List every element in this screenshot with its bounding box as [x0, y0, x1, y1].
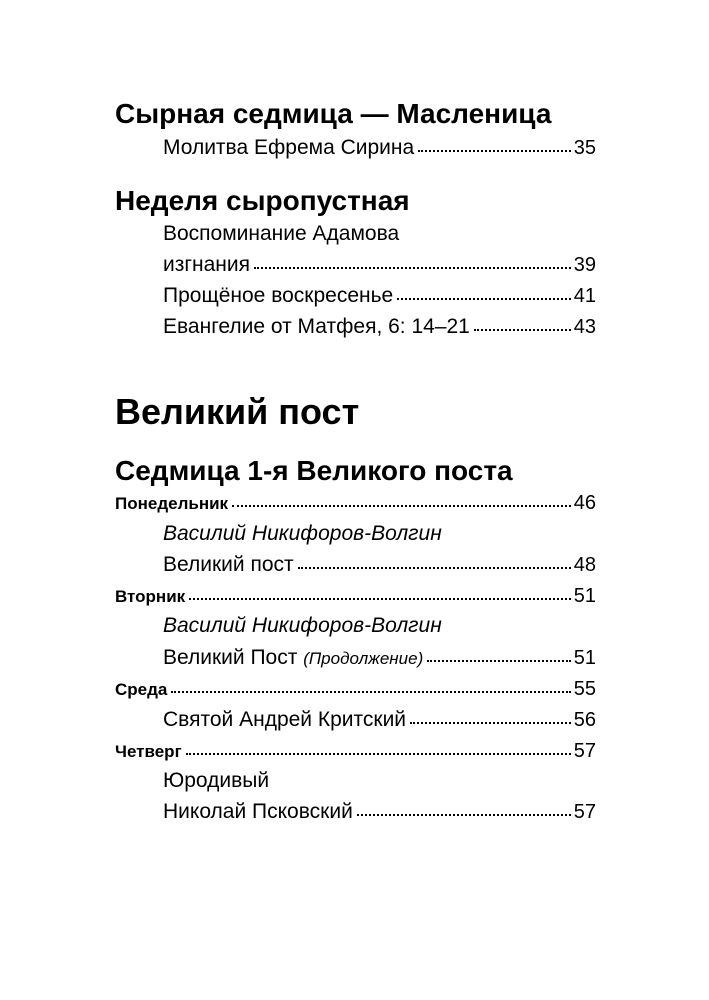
- toc-entry-holy-fool-line1: [163, 769, 596, 793]
- toc-entry-title: Великий Пост: [163, 646, 298, 669]
- toc-entry-label: Юродивый: [163, 769, 270, 792]
- toc-author-label: Василий Никифоров-Волгин: [163, 614, 442, 637]
- toc-entry-adam-line1: [163, 222, 596, 246]
- toc-entry-author-tuesday: [163, 614, 596, 638]
- toc-entry-label: Понедельник: [115, 494, 229, 513]
- toc-page-number: 56: [573, 709, 596, 731]
- toc-page-number: 57: [573, 801, 596, 823]
- toc-entry-gospel-matthew[interactable]: [163, 315, 596, 339]
- toc-entry-author-monday: [163, 522, 596, 546]
- dot-leader: [397, 298, 571, 300]
- dot-leader: [357, 814, 571, 816]
- toc-page-number: 48: [573, 554, 596, 576]
- toc-entry-label: [163, 646, 423, 671]
- toc-page-number: 43: [573, 316, 596, 338]
- dot-leader: [427, 660, 571, 662]
- toc-entry-nikolai-pskov[interactable]: [163, 800, 596, 824]
- dot-leader: [418, 150, 571, 152]
- dot-leader: [171, 691, 570, 693]
- dot-leader: [474, 329, 571, 331]
- toc-entry-efrem-prayer[interactable]: [163, 136, 596, 160]
- dot-leader: [189, 598, 571, 600]
- toc-entry-label: Великий пост: [163, 553, 294, 576]
- section-title-syropustnaya: Неделя сыропустная: [115, 185, 410, 216]
- toc-entry-adam-expulsion[interactable]: [163, 253, 596, 277]
- toc-entry-label: Молитва Ефрема Сирина: [163, 136, 415, 159]
- toc-page-number: 41: [573, 285, 596, 307]
- part-title-great-lent: Великий пост: [115, 391, 360, 432]
- toc-page-number: 46: [573, 492, 596, 514]
- toc-page-number: 57: [573, 740, 596, 762]
- toc-page-number: 35: [573, 137, 596, 159]
- toc-entry-label: Николай Псковский: [163, 800, 353, 823]
- toc-entry-wednesday[interactable]: [115, 678, 596, 701]
- dot-leader: [254, 267, 571, 269]
- toc-entry-tuesday[interactable]: [115, 585, 596, 608]
- toc-entry-label: Святой Андрей Критский: [163, 708, 407, 731]
- toc-page-number: 39: [573, 254, 596, 276]
- toc-author-label: Василий Никифоров-Волгин: [163, 522, 442, 545]
- toc-entry-label: Среда: [115, 680, 168, 699]
- dot-leader: [410, 722, 571, 724]
- toc-entry-note: (Продолжение): [303, 649, 424, 668]
- toc-entry-label: Четверг: [115, 742, 182, 761]
- dot-leader: [232, 505, 571, 507]
- dot-leader: [186, 753, 571, 755]
- dot-leader: [298, 567, 571, 569]
- toc-entry-label: изгнания: [163, 253, 250, 276]
- section-title-maslenitsa: Сырная седмица — Масленица: [115, 98, 552, 129]
- toc-entry-great-lent-continued[interactable]: [163, 646, 596, 671]
- toc-entry-forgiveness-sunday[interactable]: [163, 284, 596, 308]
- toc-page-number: 51: [573, 585, 596, 607]
- toc-entry-great-lent-story[interactable]: [163, 553, 596, 577]
- toc-entry-label: Воспоминание Адамова: [163, 222, 400, 245]
- toc-entry-thursday[interactable]: [115, 740, 596, 763]
- toc-page-number: 51: [573, 647, 596, 669]
- toc-entry-label: Вторник: [115, 587, 186, 606]
- section-title-first-week: Седмица 1-я Великого поста: [115, 455, 513, 486]
- toc-entry-label: Прощёное воскресенье: [163, 284, 394, 307]
- toc-page-number: 55: [573, 678, 596, 700]
- toc-entry-andrew-of-crete[interactable]: [163, 708, 596, 732]
- toc-entry-label: Евангелие от Матфея, 6: 14–21: [163, 315, 470, 338]
- toc-entry-monday[interactable]: [115, 492, 596, 515]
